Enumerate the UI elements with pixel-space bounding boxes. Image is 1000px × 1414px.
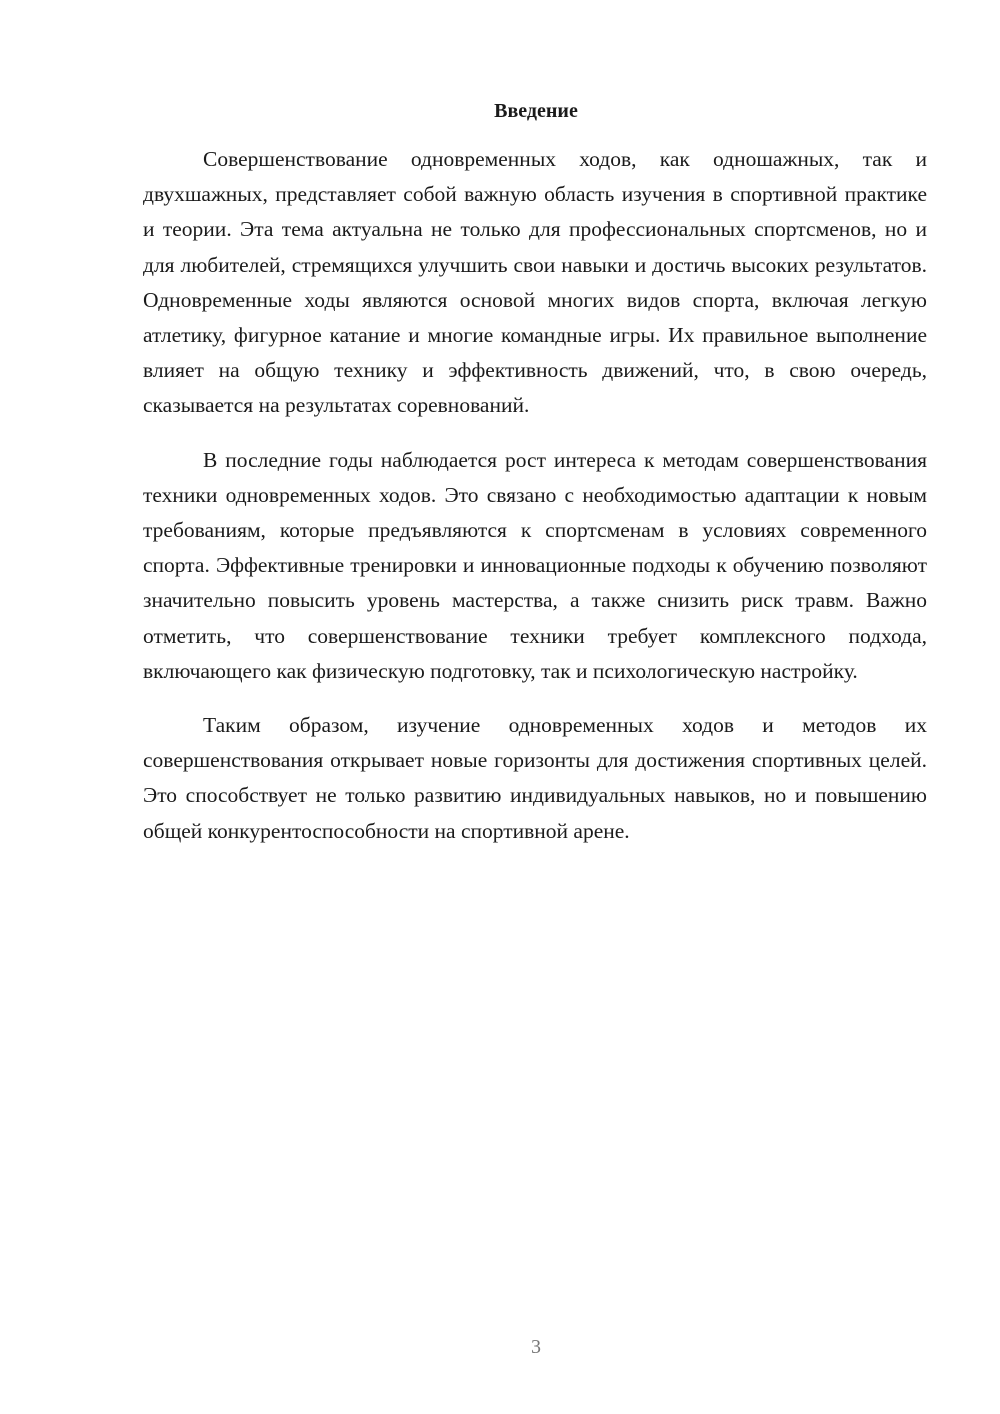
page-number: 3: [531, 1336, 541, 1358]
paragraph-2: В последние годы наблюдается рост интереса к методам совершенствования техники одновременных ходов. Это связано с необходимостью адаптации к новым требованиям, которые предъявляются к спортсменам в условиях современного спорта. Эффективные тренировки и инновационные подходы к обучению позволяют значительно повысить уровень мастерства, а также снизить риск травм. Важно отметить, что совершенствование техники требует комплексного подхода, включающего как физическую подготовку, так и психологическую настройку.: [143, 447, 927, 683]
body-text: [143, 142, 927, 849]
paragraph-3: Таким образом, изучение одновременных ходов и методов их совершенствования открывает новые горизонты для достижения спортивных целей. Это способствует не только развитию индивидуальных навыков, но и повышению общей конкурентоспособности на спортивной арене.: [143, 713, 927, 843]
paragraph-1: Совершенствование одновременных ходов, как одношажных, так и двухшажных, представляет собой важную область изучения в спортивной практике и теории. Эта тема актуальна не только для профессиональных спортсменов, но и для любителей, стремящихся улучшить свои навыки и достичь высоких результатов. Одновременные ходы являются основой многих видов спорта, включая легкую атлетику, фигурное катание и многие командные игры. Их правильное выполнение влияет на общую технику и эффективность движений, что, в свою очередь, сказывается на результатах соревнований.: [143, 147, 927, 418]
section-title: Введение: [494, 100, 578, 122]
